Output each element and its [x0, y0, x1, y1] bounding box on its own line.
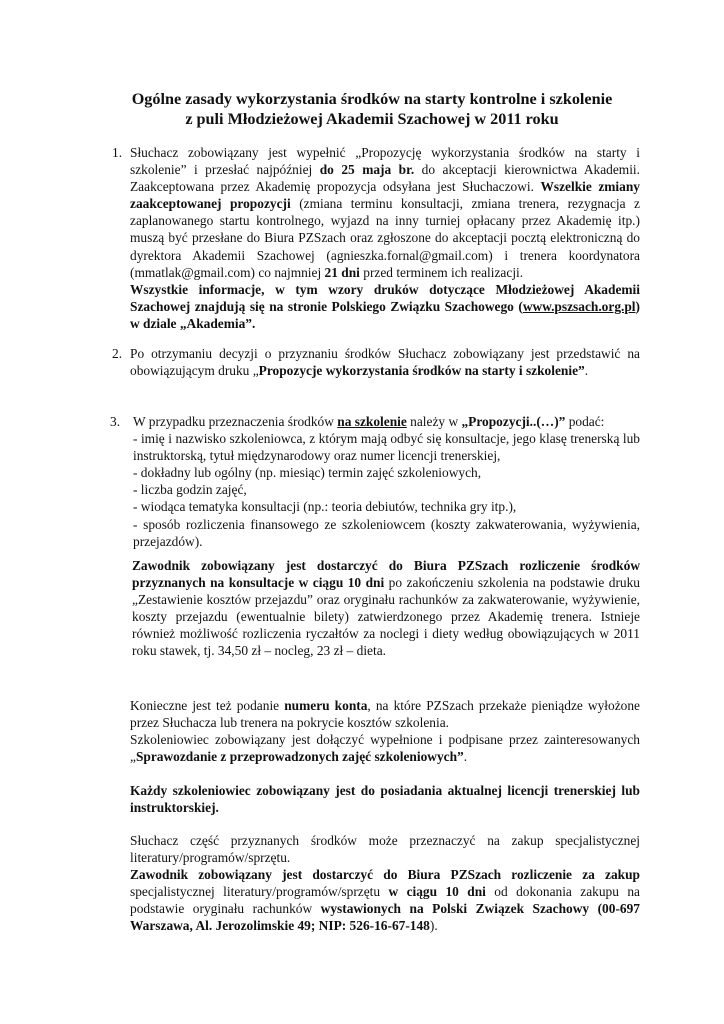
section-3-text [133, 413, 640, 550]
s1-days: 21 dni [324, 264, 360, 280]
s2-form-name: Propozycje wykorzystania środków na starty i szkolenie” [258, 363, 585, 379]
list-item: - imię i nazwisko szkoleniowca, z którym mają odbyć się konsultacje, jego klasę trenerską lub instruktorską, tytuł międzynarodowy oraz numer licencji trenerskiej, [133, 431, 640, 464]
purchase-paragraph [130, 832, 640, 935]
pzszach-link[interactable]: www.pszsach.org.pl [522, 298, 636, 314]
settlement-paragraph [132, 557, 640, 660]
s1-text-a: Słuchacz zobowiązany jest wypełnić „Propozycję wykorzystania środków na starty i szkolenie” i przesłać najpóźniej [130, 145, 640, 178]
section-3-number: 3. [110, 414, 121, 429]
section-1-number: 1. [112, 145, 123, 160]
s3-text-a: W przypadku przeznaczenia środków [133, 414, 338, 429]
license-paragraph [130, 782, 640, 816]
b4-text-b: specjalistycznej literatury/programów/sprzętu [130, 884, 389, 900]
b2-text-d: . [463, 749, 468, 765]
b4-address: wystawionych na Polski Związek Szachowy (00-697 Warszawa, Al. Jerozolimskie 49; NIP: 526-16-67-148 [130, 901, 640, 934]
b3-bold: Każdy szkoleniowiec zobowiązany jest do posiadania aktualnej licencji trenerskiej lub instruktorskiej. [130, 783, 640, 816]
s1-info-end: ) w dziale „Akademia”. [130, 298, 640, 331]
title-line-2: z puli Młodzieżowej Akademii Szachowej w 2011 roku [185, 110, 559, 128]
s3-propozycji: „Propozycji..(…)” [461, 414, 566, 429]
s1-info-bold: Wszystkie informacje, w tym wzory druków dotyczące Młodzieżowej Akademii Szachowej znajdują się na stronie Polskiego Związku Szachowego ( [130, 281, 640, 314]
list-item: - sposób rozliczenia finansowego ze szkoleniowcem (koszty zakwaterowania, wyżywienia, przejazdów). [133, 516, 640, 549]
s1-text-d: przed terminem ich realizacji. [359, 264, 524, 280]
b4-days: w ciągu 10 dni [388, 884, 486, 900]
s1-text-b: do akceptacji kierownictwa Akademii. Zaakceptowana przez Akademię propozycja odsyłana jest Słuchaczowi. [130, 162, 640, 195]
document-title [90, 89, 654, 129]
section-1-text [130, 144, 640, 332]
b2-text-a: Konieczne jest też podanie [130, 698, 285, 713]
b1-bold: Zawodnik zobowiązany jest dostarczyć do Biura PZSzach rozliczenie środków przyznanych na konsultacje w ciągu 10 dni [132, 558, 640, 591]
b4-text-c: od dokonania zakupu na podstawie oryginału rachunków [130, 884, 640, 917]
b2-text-b: , na które PZSzach przekaże pieniądze wyłożone przez Słuchacza lub trenera na pokrycie kosztów szkolenia. [130, 698, 640, 731]
b2-account: numeru konta [284, 698, 368, 713]
s1-changes-bold: Wszelkie zmiany zaakceptowanej propozycji [130, 179, 640, 212]
s3-text-b: należy w [406, 414, 462, 429]
b4-text-d: ). [429, 918, 438, 934]
b4-text-a: Słuchacz część przyznanych środków może przeznaczyć na zakup specjalistycznej literatury/programów/sprzętu. [130, 833, 640, 866]
s1-text-c: (zmiana terminu konsultacji, zmiana trenera, rezygnacja z zaplanowanego startu kontrolnego, wyjazd na inny turniej opłacany przez Akademię itp.) muszą być przesłane do Biura PZSzach oraz zgłoszone do akceptacji pocztą elektroniczną do dyrektora Akademii Szachowej (agnieszka.fornal@gmail.com) i trenera koordynatora (mmatlak@gmail.com) co najmniej [130, 196, 640, 280]
s2-text-a: Po otrzymaniu decyzji o przyznaniu środków Słuchacz zobowiązany jest przedstawić na obowiązującym druku „ [130, 346, 640, 379]
section-2-number: 2. [112, 346, 123, 361]
b1-text: po zakończeniu szkolenia na podstawie druku „Zestawienie kosztów przejazdu” oraz oryginału rachunków za zakwaterowanie, wyżywienie, koszty przejazdu (ewentualnie bilety) zatwierdzonego przez Akademię trenera. Istnieje również możliwość rozliczenia ryczałtów za noclegi i diety według obowiązujących w 2011 roku stawek, tj. 34,50 zł – nocleg, 23 zł – dieta. [132, 575, 640, 659]
list-item: - liczba godzin zajęć, [133, 482, 247, 498]
list-item: - dokładny lub ogólny (np. miesiąc) termin zajęć szkoleniowych, [133, 465, 482, 481]
s1-deadline: do 25 maja br. [319, 162, 415, 178]
title-line-1: Ogólne zasady wykorzystania środków na starty kontrolne i szkolenie [131, 90, 613, 108]
list-item: - wiodąca tematyka konsultacji (np.: teoria debiutów, technika gry itp.), [133, 499, 517, 515]
b2-report: Sprawozdanie z przeprowadzonych zajęć szkoleniowych” [135, 749, 464, 765]
s2-text-b: . [584, 363, 589, 379]
account-paragraph [130, 697, 640, 765]
s3-intro [133, 413, 640, 430]
s3-training-underlined: na szkolenie [337, 414, 407, 429]
section-2-text [130, 345, 640, 379]
b2-text-c: Szkoleniowiec zobowiązany jest dołączyć wypełnione i podpisane przez zainteresowanych „ [130, 732, 640, 765]
b4-bold-a: Zawodnik zobowiązany jest dostarczyć do Biura PZSzach rozliczenie za zakup [130, 867, 640, 883]
s3-text-c: podać: [565, 414, 605, 429]
